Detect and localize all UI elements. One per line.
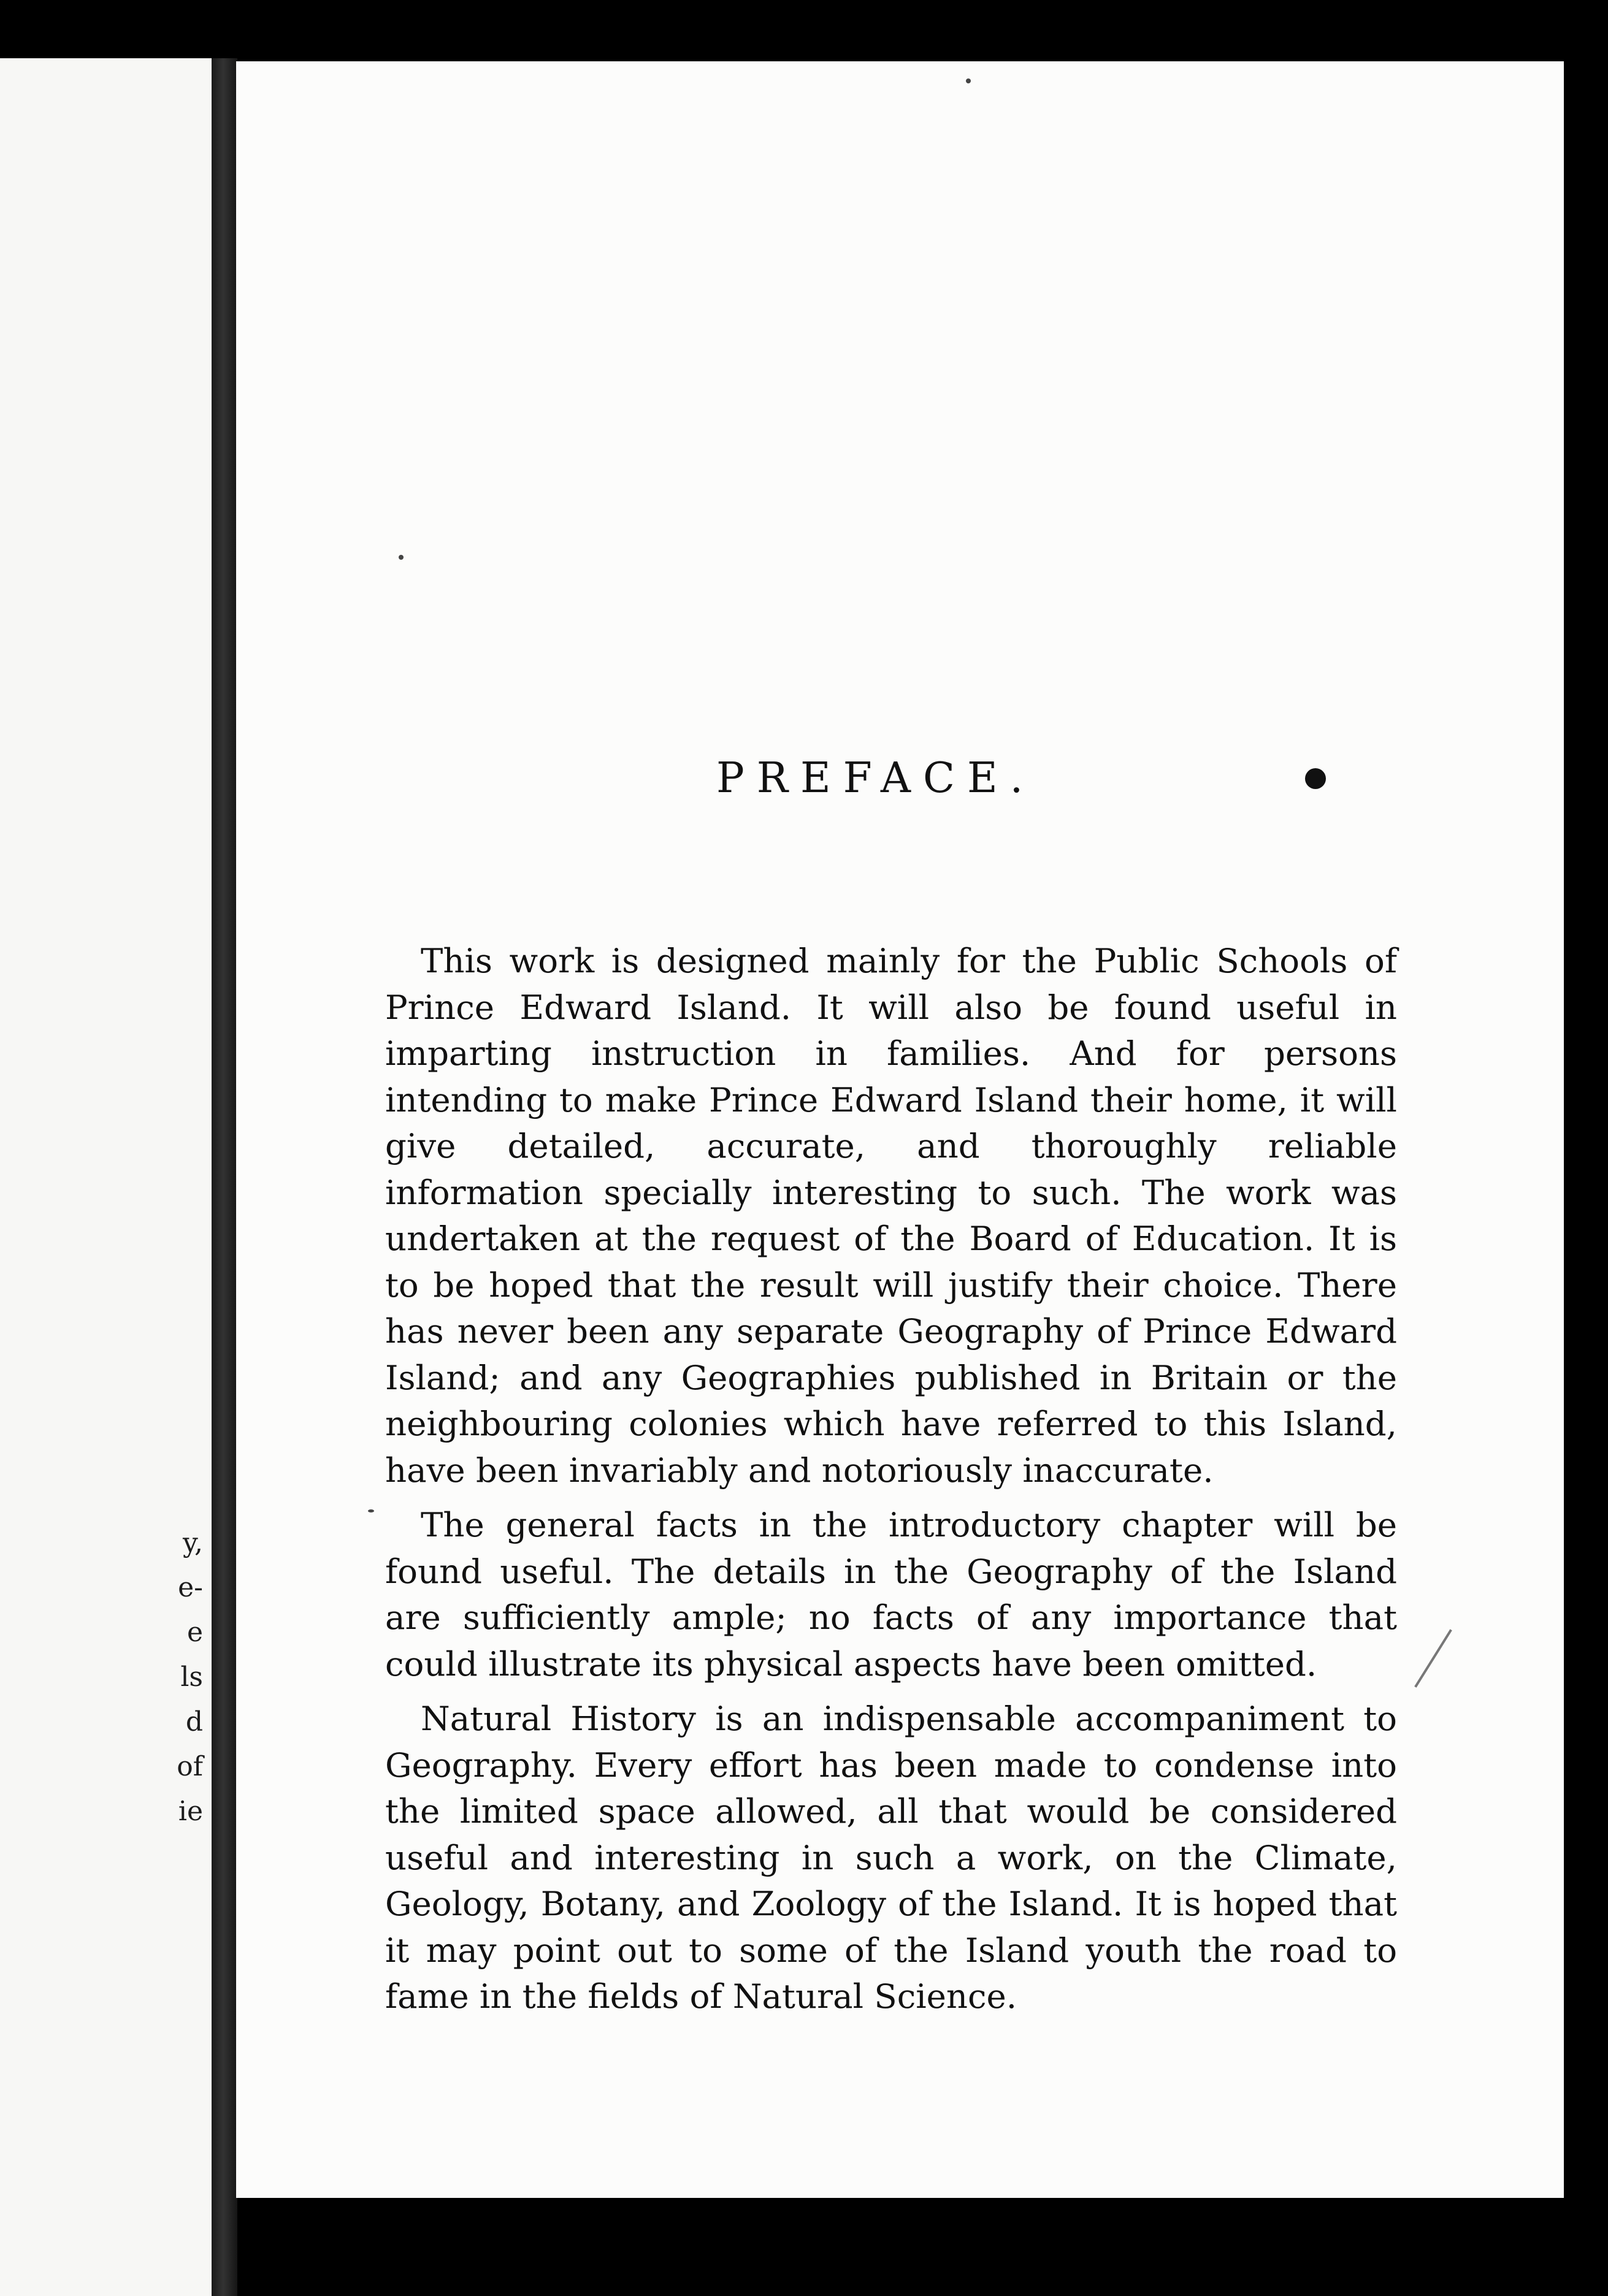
paragraph: The general facts in the introductory chapter will be found useful. The details in the Geography of the Island are sufficiently ample; no facts of any importance that could illustrate its physical aspects have been omitted.: [385, 1505, 1397, 1684]
fringe-line: of: [177, 1751, 203, 1782]
fringe-line: ls: [180, 1661, 203, 1693]
previous-page-fringe-text: [0, 1520, 212, 1834]
ink-blot: [1305, 768, 1326, 789]
fringe-line: y,: [183, 1527, 203, 1558]
paragraph: Natural History is an indispensable accompaniment to Geography. Every effort has been made to condense into the limited space allowed, all that would be considered useful and interesting in such a work, on the Climate, Geology, Botany, and Zoology of the Island. It is hoped that it may point out to some of the Island youth the road to fame in the fields of Natural Science.: [385, 1699, 1397, 2016]
speck: [966, 78, 971, 83]
fringe-line: e-: [178, 1572, 203, 1603]
paragraph: This work is designed mainly for the Public Schools of Prince Edward Island. It will also be found useful in imparting instruction in families. And for persons intending to make Prince Edward Island their home, it will give detailed, accurate, and thoroughly reliable information specially interesting to such. The work was undertaken at the request of the Board of Education. It is to be hoped that the result will justify their choice. There has never been any separate Geography of Prince Edward Island; and any Geographies published in Britain or the neighbouring colonies which have referred to this Island, have been invariably and notoriously inaccurate.: [385, 941, 1397, 1490]
fringe-line: d: [185, 1706, 203, 1737]
page-title: PREFACE.: [716, 754, 1036, 803]
previous-page-edge: [0, 58, 212, 2296]
fringe-line: e: [186, 1617, 203, 1648]
speck: [399, 555, 404, 560]
preface-body: [385, 938, 1397, 2020]
book-binding-gutter: [212, 58, 237, 2296]
speck: [368, 1509, 374, 1512]
fringe-line: ie: [178, 1796, 203, 1827]
